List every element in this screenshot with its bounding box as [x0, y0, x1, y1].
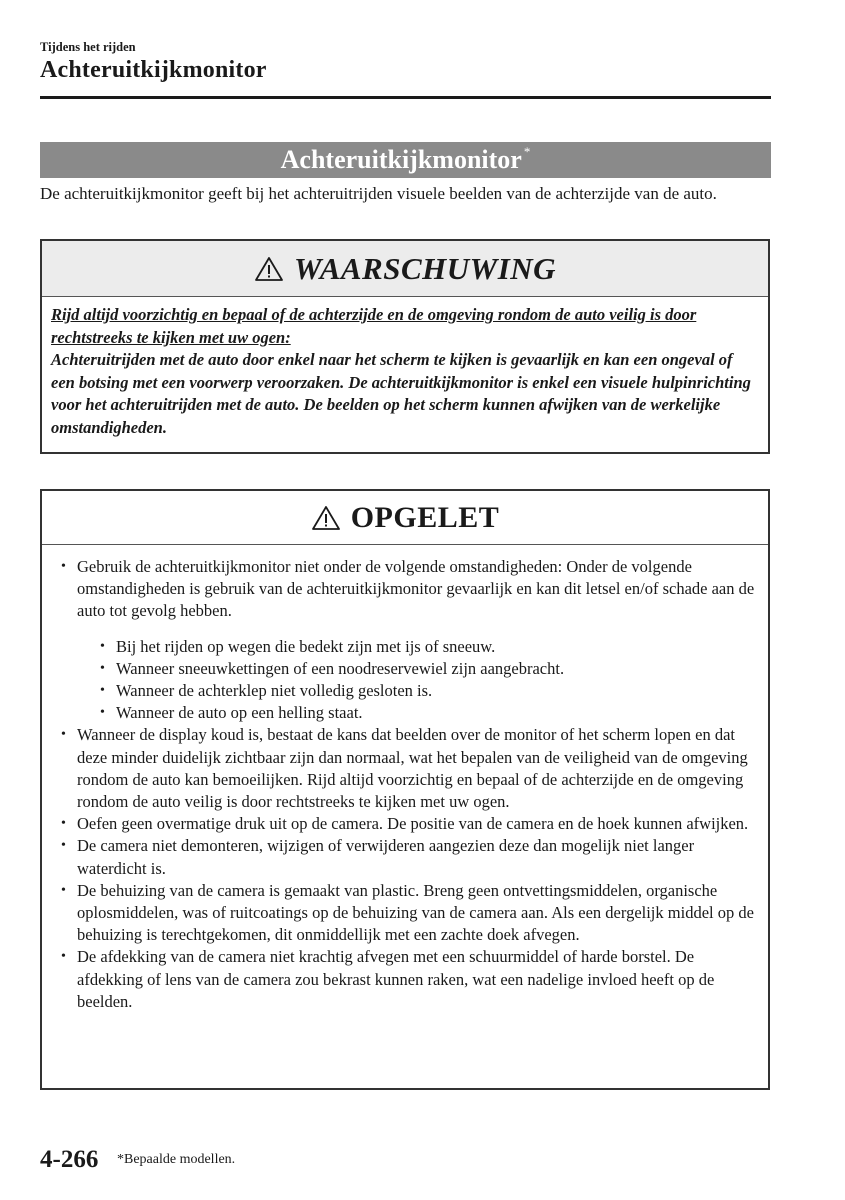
caution-sub-list: [77, 636, 758, 725]
warning-triangle-icon: [254, 256, 284, 282]
intro-paragraph: De achteruitkijkmonitor geeft bij het achteruitrijden visuele beelden van de achterzijde van de auto.: [40, 184, 717, 203]
sub-list-item: • Wanneer de auto op een helling staat.: [77, 702, 758, 724]
sub-list-item: • Bij het rijden op wegen die bedekt zijn met ijs of sneeuw.: [77, 636, 758, 658]
list-item: • Wanneer de display koud is, bestaat de kans dat beelden over de monitor of het scherm lopen en dat deze minder duidelijk zichtbaar zijn dan normaal, wat het bepalen van de veiligheid van de omgeving rondom de auto kan bemoeilijken. Rijd altijd voorzichtig en bepaal of de achterzijde en de omgeving rondom de auto veilig is door rechtstreeks te kijken met uw ogen.: [55, 724, 758, 813]
warning-underlined-text: Rijd altijd voorzichtig en bepaal of de achterzijde en de omgeving rondom de auto veilig is door rechtstreeks te kijken met uw ogen:: [51, 305, 697, 347]
warning-header: [42, 241, 768, 297]
list-item: • Oefen geen overmatige druk uit op de camera. De positie van de camera en de hoek kunnen afwijken.: [55, 813, 758, 835]
list-item: • De camera niet demonteren, wijzigen of verwijderen aangezien deze dan mogelijk niet langer waterdicht is.: [55, 835, 758, 879]
sub-list-item: • Wanneer sneeuwkettingen of een noodreservewiel zijn aangebracht.: [77, 658, 758, 680]
page-title: Achteruitkijkmonitor: [40, 57, 267, 83]
warning-box: [40, 239, 770, 454]
list-item: • De behuizing van de camera is gemaakt van plastic. Breng geen ontvettingsmiddelen, organische oplosmiddelen, was of ruitcoatings op de behuizing van de camera aan. Als een dergelijk middel op de behuizing is terechtgekomen, dit onmiddellijk met een zachte doek afvegen.: [55, 880, 758, 947]
caution-header: [42, 491, 768, 545]
caution-list: [55, 556, 758, 1013]
list-item-text: Gebruik de achteruitkijkmonitor niet onder de volgende omstandigheden: Onder de volgende omstandigheden is gebruik van de achteruitkijkmonitor gevaarlijk en kan dit letsel en/of schade aan de auto tot gevolg hebben.: [77, 557, 755, 621]
sub-list-item: • Wanneer de achterklep niet volledig gesloten is.: [77, 680, 758, 702]
warning-body: [42, 297, 768, 439]
section-heading-bar: [40, 142, 771, 178]
footnote: *Bepaalde modellen.: [117, 1152, 236, 1167]
section-heading: Achteruitkijkmonitor: [280, 145, 522, 174]
warning-heading: WAARSCHUWING: [293, 250, 557, 286]
caution-triangle-icon: [311, 505, 341, 531]
page-number: 4-266: [40, 1146, 99, 1173]
caution-box: [40, 489, 770, 1090]
warning-text: Achteruitrijden met de auto door enkel naar het scherm te kijken is gevaarlijk en kan een ongeval of een botsing met een voorwerp veroorzaken. De achteruitkijkmonitor is enkel een visuele hulpinrichting voor het achteruitrijden met de auto. De beelden op het scherm kunnen afwijken van de werkelijke omstandigheden.: [51, 350, 751, 437]
footnote-marker: *: [523, 144, 531, 159]
list-item: [55, 556, 758, 724]
header-divider: [40, 96, 771, 99]
list-item: • De afdekking van de camera niet krachtig afvegen met een schuurmiddel of harde borstel. De afdekking of lens van de camera zou bekrast kunnen raken, wat een nadelige invloed heeft op de beelden.: [55, 946, 758, 1013]
caution-heading: OPGELET: [350, 500, 500, 534]
chapter-label: Tijdens het rijden: [40, 40, 136, 54]
caution-body: [42, 545, 768, 1013]
